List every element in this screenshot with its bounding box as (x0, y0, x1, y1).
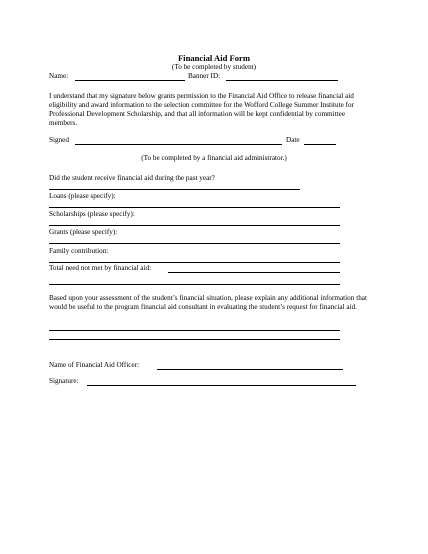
student-subtitle: (To be completed by student) (171, 63, 257, 71)
permission-paragraph: I understand that my signature below grants permission to the Financial Aid Office to release financial aid eligibility and award information to the selection committee for the Wofford College Summer Institute for Professional Development Scholarship, and that all information will be kept confidential by committee members. (49, 92, 354, 127)
form-title: Financial Aid Form (177, 53, 251, 63)
banner-id-label: Banner ID: (188, 72, 221, 80)
assessment-field-line-2[interactable] (49, 339, 340, 340)
banner-id-field[interactable] (226, 80, 338, 81)
grants-label: Grants (please specify): (49, 228, 118, 236)
aid-question: Did the student receive financial aid during the past year? (49, 174, 215, 182)
signed-field[interactable] (75, 144, 282, 145)
assessment-field-line-1[interactable] (49, 330, 340, 331)
signature-field[interactable] (87, 385, 356, 386)
unmet-need-label: Total need not met by financial aid: (49, 264, 152, 272)
aid-answer-field[interactable] (49, 189, 300, 190)
signature-label: Signature: (49, 377, 79, 385)
admin-subtitle: (To be completed by a financial aid administrator.) (141, 154, 287, 162)
scholarships-label: Scholarships (please specify): (49, 210, 135, 218)
officer-name-field[interactable] (157, 369, 343, 370)
grants-field[interactable] (49, 243, 340, 244)
unmet-need-field[interactable] (168, 272, 340, 273)
family-contribution-field[interactable] (49, 262, 340, 263)
scholarships-field[interactable] (49, 225, 340, 226)
assessment-paragraph: Based upon your assessment of the student’s financial situation, please explain any additional information that would be useful to the program financial aid consultant in evaluating the student’s request for financial aid. (49, 294, 367, 311)
loans-label: Loans (please specify): (49, 192, 116, 200)
unmet-need-field-extra[interactable] (49, 284, 340, 285)
date-label: Date (286, 136, 300, 144)
family-contribution-label: Family contribution: (49, 247, 109, 255)
officer-name-label: Name of Financial Aid Officer: (49, 361, 140, 369)
name-label: Name: (49, 72, 69, 80)
date-field[interactable] (304, 144, 336, 145)
name-field[interactable] (75, 80, 185, 81)
loans-field[interactable] (49, 207, 340, 208)
signed-label: Signed (49, 136, 69, 144)
